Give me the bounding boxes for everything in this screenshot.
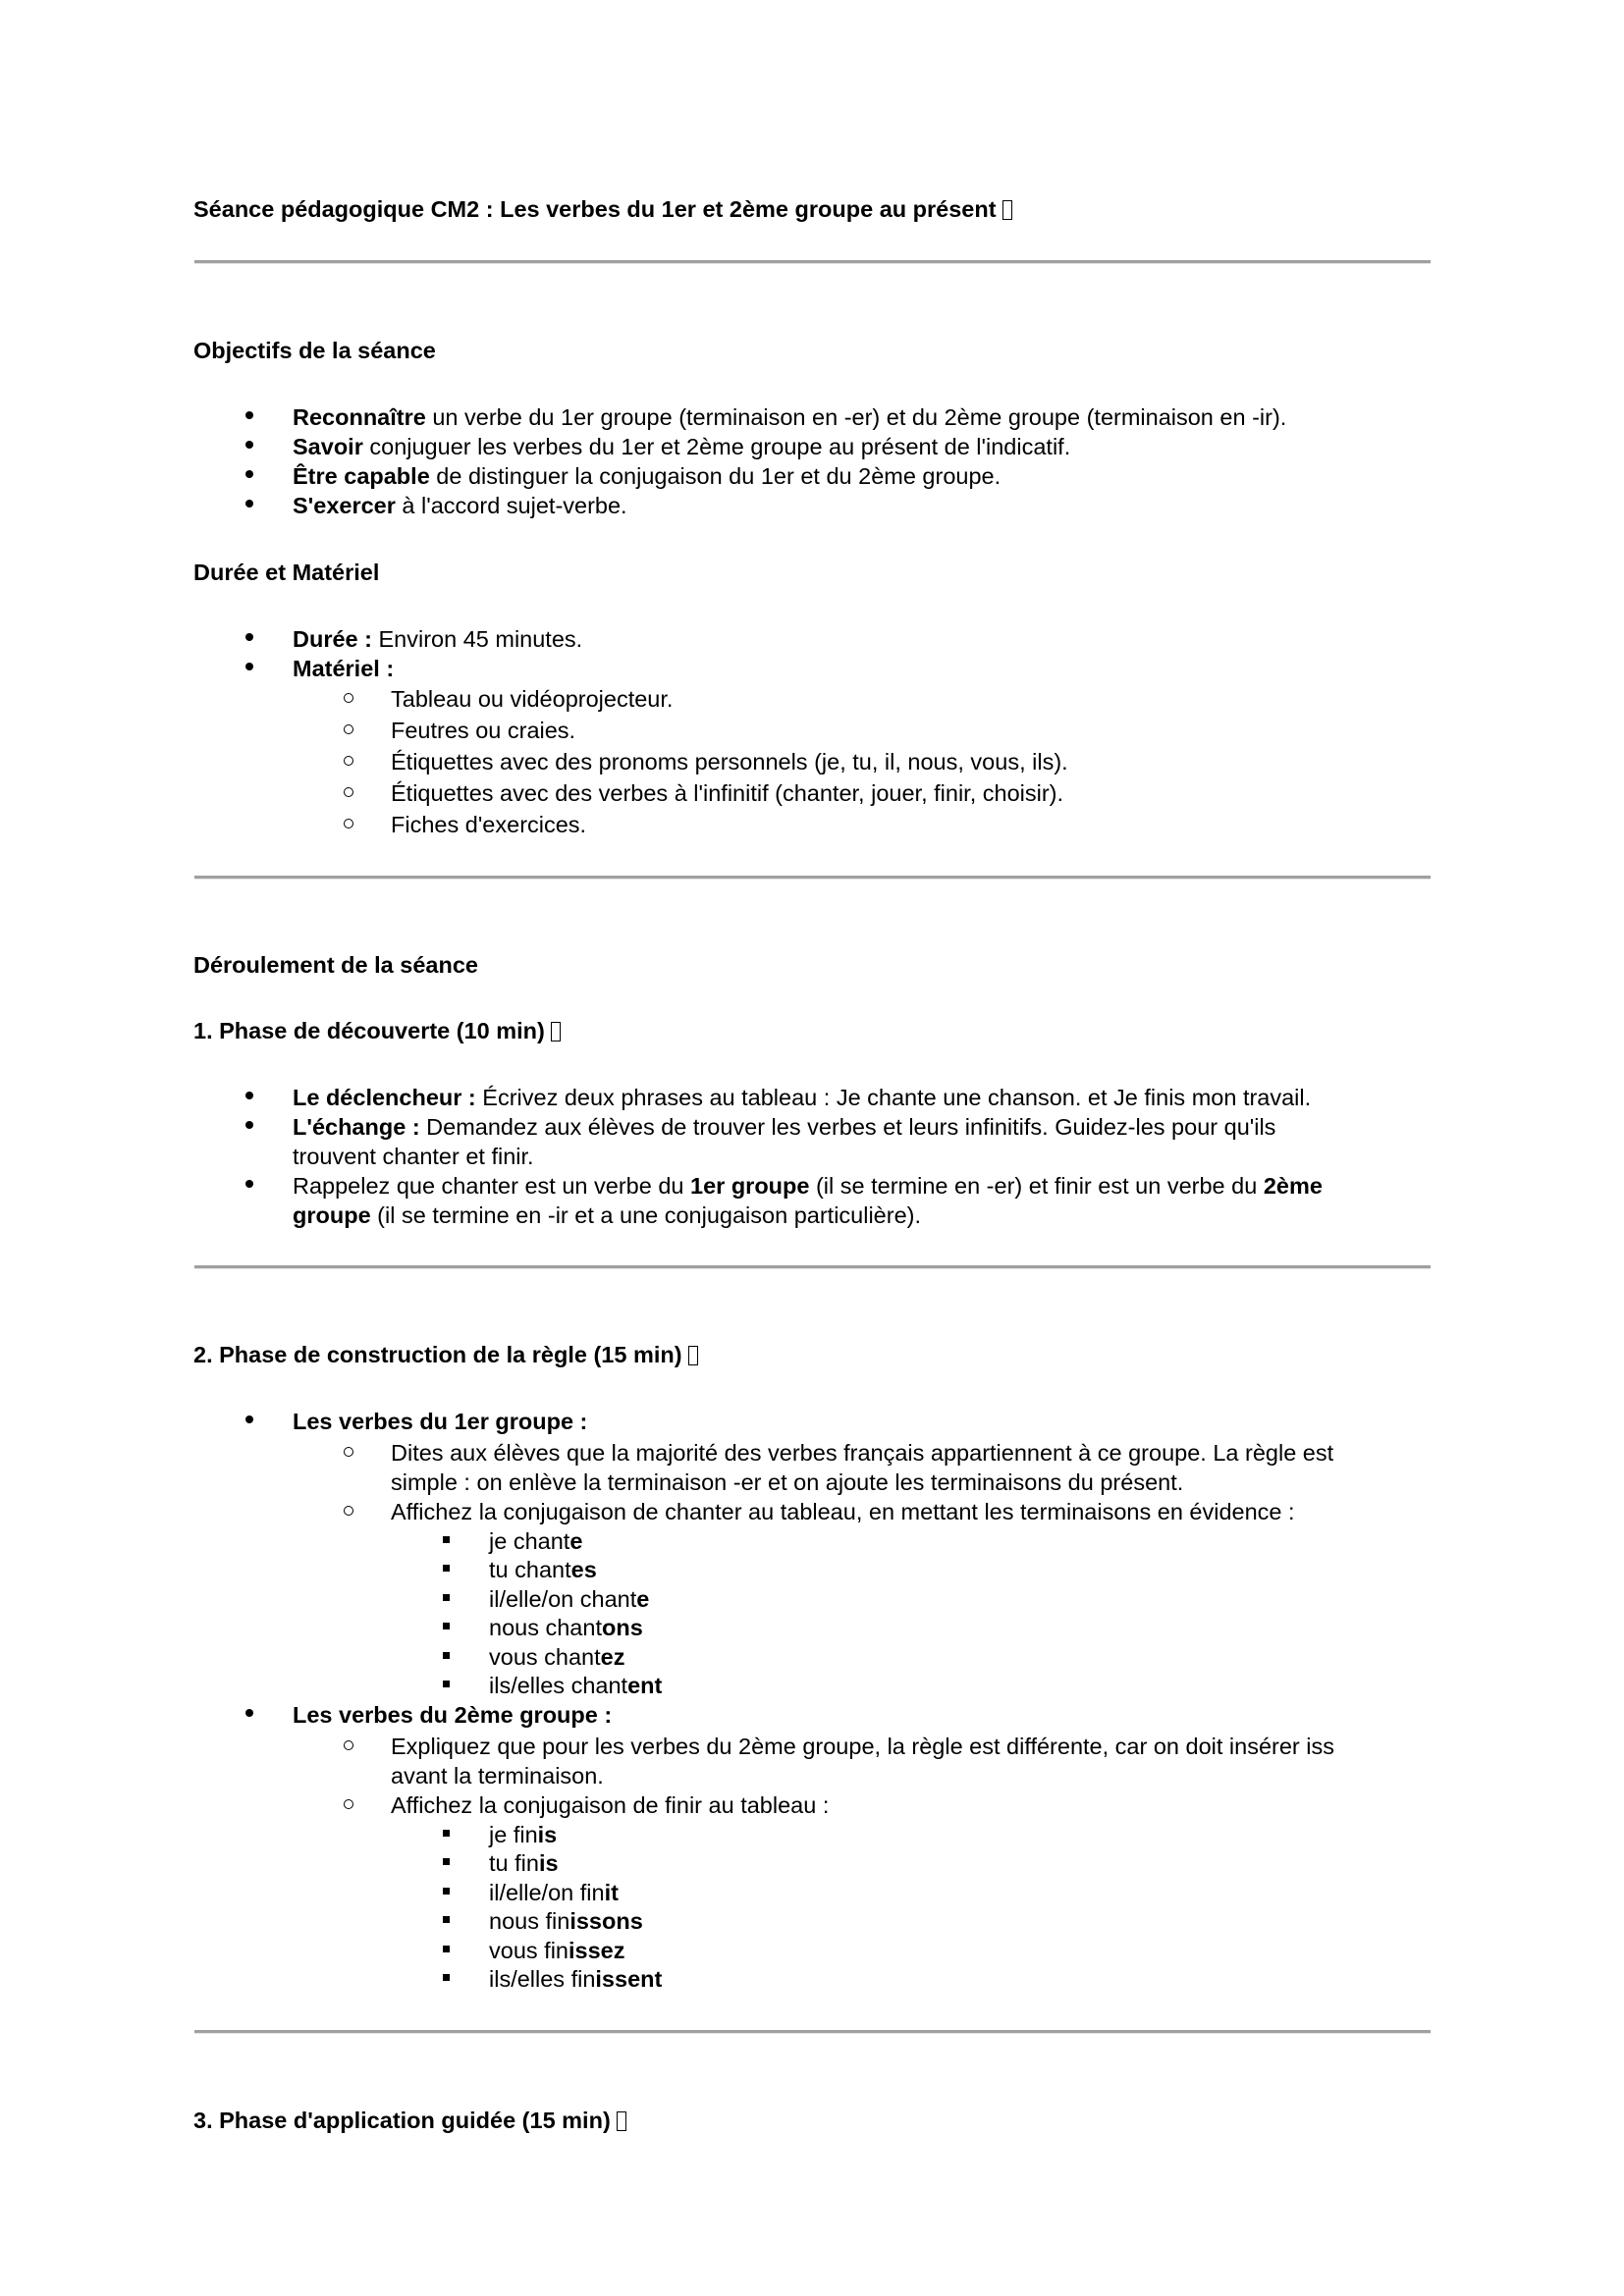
section-heading-objectives: Objectifs de la séance bbox=[193, 338, 436, 363]
verb-stem: nous chant bbox=[489, 1615, 602, 1640]
sub-list-item: Affichez la conjugaison de finir au tableau : bbox=[391, 1792, 830, 1818]
item-keyword: L'échange : bbox=[293, 1114, 420, 1140]
item-text: (il se termine en -ir et a une conjugaison particulière). bbox=[370, 1202, 921, 1228]
circle-bullet-icon bbox=[344, 724, 353, 734]
sub-list-item: Étiquettes avec des verbes à l'infinitif (chanter, jouer, finir, choisir). bbox=[391, 780, 1064, 806]
item-keyword: S'exercer bbox=[293, 493, 396, 518]
conjugation-row bbox=[489, 1555, 597, 1584]
verb-stem: ils/elles fin bbox=[489, 1966, 596, 1992]
verb-ending: is bbox=[537, 1822, 558, 1847]
verb-ending: ez bbox=[600, 1644, 625, 1670]
square-bullet-icon bbox=[443, 1594, 450, 1601]
verb-stem: il/elle/on chant bbox=[489, 1586, 637, 1612]
conjugation-row bbox=[489, 1906, 643, 1936]
list-item bbox=[293, 1083, 1311, 1112]
conjugation-row bbox=[489, 1878, 619, 1907]
bullet-icon bbox=[245, 633, 253, 641]
item-keyword: Être capable bbox=[293, 463, 430, 489]
circle-bullet-icon bbox=[344, 1506, 353, 1516]
item-keyword: Savoir bbox=[293, 434, 363, 459]
bullet-icon bbox=[245, 1121, 253, 1129]
missing-glyph-icon bbox=[1002, 200, 1012, 220]
sub-list-item: Tableau ou vidéoprojecteur. bbox=[391, 686, 674, 712]
item-text: Écrivez deux phrases au tableau : Je chante une chanson. et Je finis mon travail. bbox=[475, 1085, 1312, 1110]
verb-stem: ils/elles chant bbox=[489, 1673, 628, 1698]
circle-bullet-icon bbox=[344, 819, 353, 828]
list-item bbox=[293, 1171, 1323, 1201]
phase-heading-text: 1. Phase de découverte (10 min) bbox=[193, 1018, 545, 1043]
horizontal-rule bbox=[194, 1265, 1431, 1269]
bullet-icon bbox=[245, 441, 253, 449]
square-bullet-icon bbox=[443, 1536, 450, 1543]
verb-ending: it bbox=[604, 1880, 619, 1905]
group2-label: Les verbes du 2ème groupe : bbox=[293, 1702, 613, 1728]
conjugation-row bbox=[489, 1526, 582, 1556]
verb-ending: e bbox=[636, 1586, 650, 1612]
horizontal-rule bbox=[194, 260, 1431, 264]
item-text: (il se termine en -er) et finir est un verbe du bbox=[809, 1173, 1264, 1199]
verb-stem: vous chant bbox=[489, 1644, 601, 1670]
sub-list-item: Fiches d'exercices. bbox=[391, 812, 587, 837]
sub-list-item-continuation: avant la terminaison. bbox=[391, 1763, 604, 1789]
item-text: à l'accord sujet-verbe. bbox=[395, 493, 627, 518]
list-item bbox=[293, 402, 1286, 432]
verb-ending: ent bbox=[627, 1673, 663, 1698]
bullet-icon bbox=[245, 1709, 253, 1717]
bullet-icon bbox=[245, 1415, 253, 1423]
square-bullet-icon bbox=[443, 1916, 450, 1923]
conjugation-row bbox=[489, 1936, 625, 1965]
conjugation-row bbox=[489, 1642, 624, 1672]
verb-ending: issez bbox=[568, 1938, 625, 1963]
bullet-icon bbox=[245, 500, 253, 507]
circle-bullet-icon bbox=[344, 693, 353, 703]
verb-stem: nous fin bbox=[489, 1908, 570, 1934]
conjugation-row bbox=[489, 1613, 643, 1642]
verb-stem: il/elle/on fin bbox=[489, 1880, 605, 1905]
conjugation-row bbox=[489, 1584, 649, 1614]
item-text: conjuguer les verbes du 1er et 2ème groupe au présent de l'indicatif. bbox=[362, 434, 1071, 459]
list-item bbox=[293, 432, 1070, 461]
sub-list-item: Feutres ou craies. bbox=[391, 718, 576, 743]
phase-heading-text: 3. Phase d'application guidée (15 min) bbox=[193, 2108, 611, 2133]
verb-stem: vous fin bbox=[489, 1938, 568, 1963]
sub-list-item: Affichez la conjugaison de chanter au tableau, en mettant les terminaisons en évidence : bbox=[391, 1499, 1295, 1524]
list-item-material bbox=[293, 654, 394, 683]
square-bullet-icon bbox=[443, 1974, 450, 1981]
sub-list-item-continuation: simple : on enlève la terminaison -er et on ajoute les terminaisons du présent. bbox=[391, 1469, 1184, 1495]
square-bullet-icon bbox=[443, 1830, 450, 1837]
list-item bbox=[293, 1112, 1275, 1142]
list-item bbox=[293, 491, 627, 520]
missing-glyph-icon bbox=[688, 1346, 698, 1365]
circle-bullet-icon bbox=[344, 1740, 353, 1750]
section-heading-duration-material: Durée et Matériel bbox=[193, 560, 380, 585]
square-bullet-icon bbox=[443, 1888, 450, 1895]
verb-ending: issons bbox=[569, 1908, 643, 1934]
conjugation-row bbox=[489, 1964, 662, 1994]
phase-heading-text: 2. Phase de construction de la règle (15 min) bbox=[193, 1342, 682, 1367]
item-keyword: Durée : bbox=[293, 626, 372, 652]
verb-ending: es bbox=[570, 1557, 597, 1582]
bullet-icon bbox=[245, 411, 253, 419]
list-item bbox=[293, 461, 1001, 491]
horizontal-rule bbox=[194, 876, 1431, 880]
page-title-text: Séance pédagogique CM2 : Les verbes du 1er et 2ème groupe au présent bbox=[193, 196, 997, 222]
square-bullet-icon bbox=[443, 1946, 450, 1952]
conjugation-row bbox=[489, 1671, 662, 1700]
item-keyword: 1er groupe bbox=[690, 1173, 810, 1199]
item-text: Demandez aux élèves de trouver les verbes et leurs infinitifs. Guidez-les pour qu'ils bbox=[419, 1114, 1276, 1140]
circle-bullet-icon bbox=[344, 756, 353, 766]
item-keyword: groupe bbox=[293, 1202, 371, 1228]
verb-stem: je chant bbox=[489, 1528, 570, 1554]
sub-list-item: Étiquettes avec des pronoms personnels (je, tu, il, nous, vous, ils). bbox=[391, 749, 1068, 774]
conjugation-row bbox=[489, 1820, 557, 1849]
verb-stem: je fin bbox=[489, 1822, 538, 1847]
item-text: Environ 45 minutes. bbox=[371, 626, 583, 652]
sub-list-item: Expliquez que pour les verbes du 2ème groupe, la règle est différente, car on doit insérer iss bbox=[391, 1734, 1335, 1759]
item-keyword: Reconnaître bbox=[293, 404, 426, 430]
list-item-continuation bbox=[293, 1201, 921, 1230]
bullet-icon bbox=[245, 1180, 253, 1188]
verb-ending: ons bbox=[601, 1615, 643, 1640]
verb-stem: tu chant bbox=[489, 1557, 571, 1582]
verb-ending: issent bbox=[595, 1966, 663, 1992]
item-text: un verbe du 1er groupe (terminaison en -er) et du 2ème groupe (terminaison en -ir). bbox=[425, 404, 1287, 430]
item-keyword: Le déclencheur : bbox=[293, 1085, 476, 1110]
circle-bullet-icon bbox=[344, 1447, 353, 1457]
phase-heading-2 bbox=[193, 1340, 698, 1369]
list-item-duration bbox=[293, 624, 582, 654]
conjugation-row bbox=[489, 1848, 559, 1878]
page-title bbox=[193, 194, 1012, 224]
verb-ending: is bbox=[538, 1850, 559, 1876]
missing-glyph-icon bbox=[551, 1022, 561, 1041]
item-text: Rappelez que chanter est un verbe du bbox=[293, 1173, 690, 1199]
circle-bullet-icon bbox=[344, 787, 353, 797]
phase-heading-3 bbox=[193, 2106, 626, 2135]
square-bullet-icon bbox=[443, 1858, 450, 1865]
circle-bullet-icon bbox=[344, 1799, 353, 1809]
item-text: de distinguer la conjugaison du 1er et du 2ème groupe. bbox=[429, 463, 1001, 489]
section-heading-progress: Déroulement de la séance bbox=[193, 952, 478, 978]
item-keyword: Matériel : bbox=[293, 656, 395, 681]
bullet-icon bbox=[245, 470, 253, 478]
missing-glyph-icon bbox=[617, 2111, 626, 2131]
item-keyword: 2ème bbox=[1263, 1173, 1323, 1199]
square-bullet-icon bbox=[443, 1652, 450, 1659]
horizontal-rule bbox=[194, 2030, 1431, 2034]
bullet-icon bbox=[245, 1092, 253, 1099]
square-bullet-icon bbox=[443, 1681, 450, 1687]
bullet-icon bbox=[245, 663, 253, 670]
phase-heading-1 bbox=[193, 1016, 561, 1045]
square-bullet-icon bbox=[443, 1623, 450, 1629]
verb-stem: tu fin bbox=[489, 1850, 539, 1876]
sub-list-item: Dites aux élèves que la majorité des verbes français appartiennent à ce groupe. La règle est bbox=[391, 1440, 1334, 1466]
group1-label: Les verbes du 1er groupe : bbox=[293, 1409, 588, 1434]
list-item-continuation: trouvent chanter et finir. bbox=[293, 1144, 534, 1169]
square-bullet-icon bbox=[443, 1565, 450, 1572]
verb-ending: e bbox=[569, 1528, 583, 1554]
